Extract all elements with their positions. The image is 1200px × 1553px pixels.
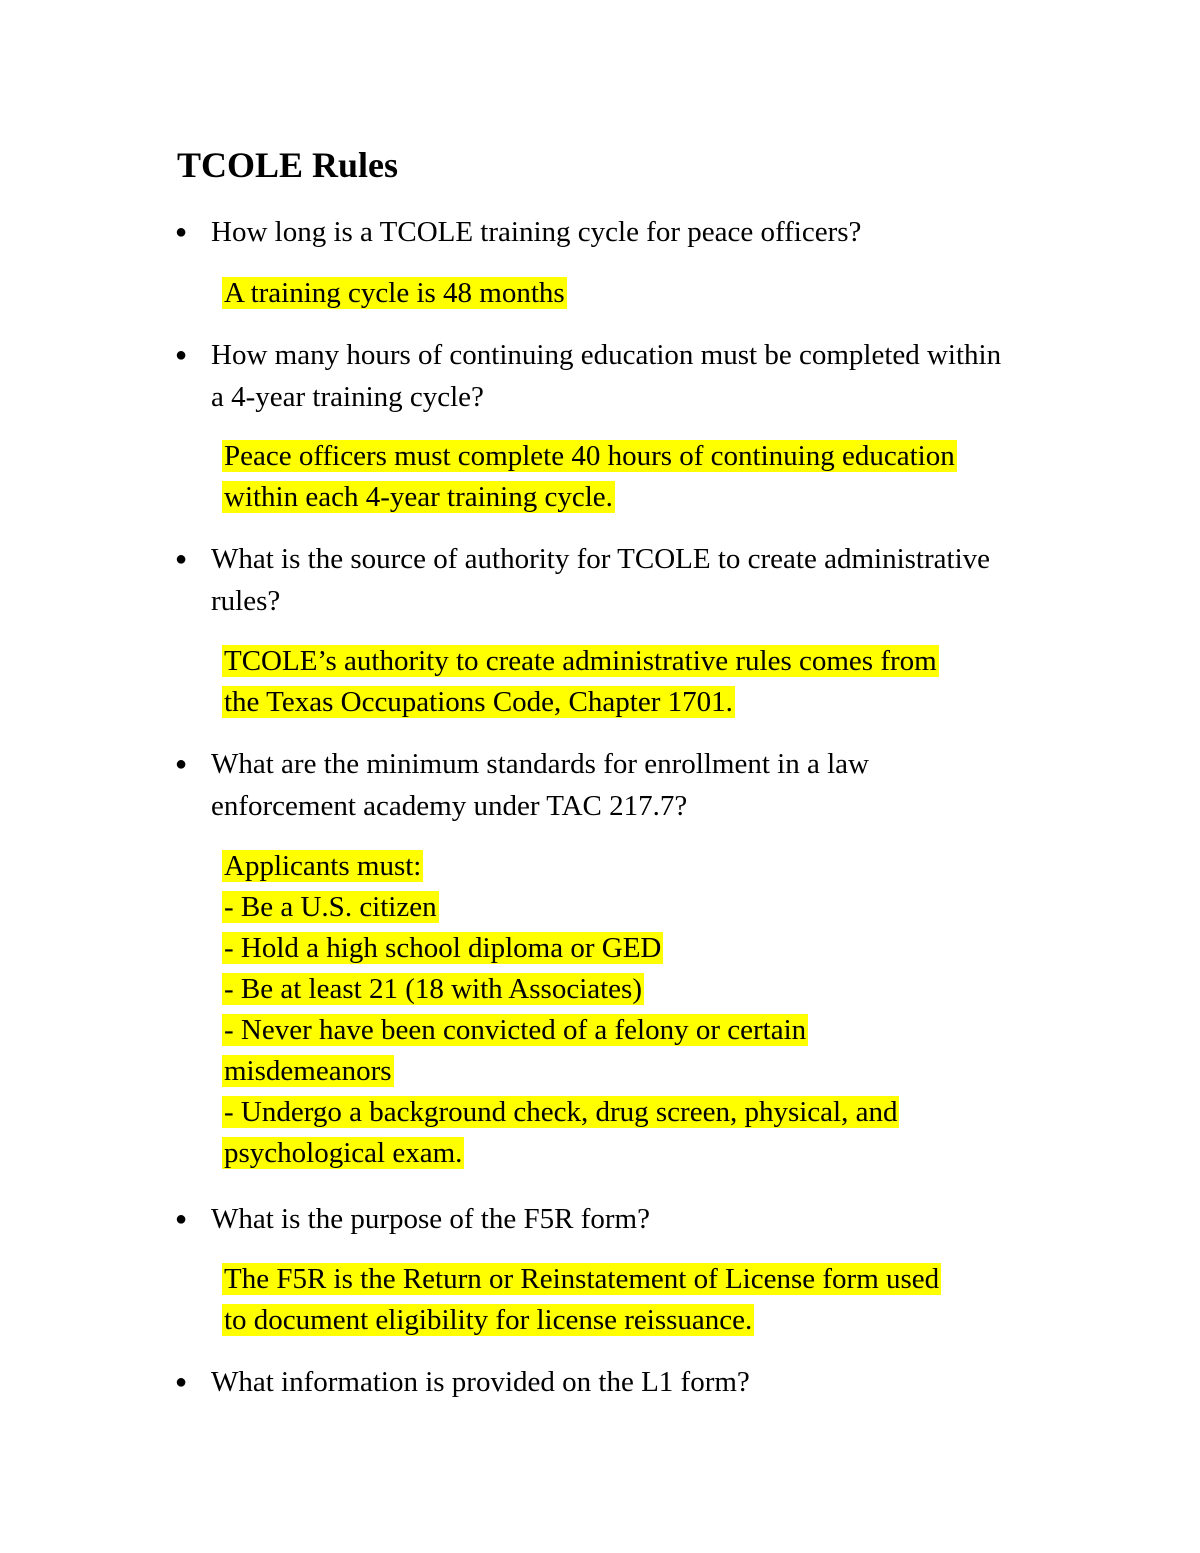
question-text: What is the purpose of the F5R form? xyxy=(211,1203,650,1235)
answer-line: Applicants must: xyxy=(224,850,422,882)
answer-line: - Undergo a background check, drug screen, physical, and xyxy=(224,1096,898,1128)
answer-line: The F5R is the Return or Reinstatement of License form used xyxy=(224,1263,940,1295)
question-3 xyxy=(175,538,1011,622)
bullet-icon: ● xyxy=(175,221,188,243)
answer-1 xyxy=(222,273,1032,314)
answer-line: misdemeanors xyxy=(224,1055,392,1087)
answer-line: within each 4-year training cycle. xyxy=(224,481,613,513)
answer-5 xyxy=(222,1259,1032,1341)
question-text: How many hours of continuing education must be completed within a 4-year training cycle? xyxy=(211,339,1002,413)
question-text: What information is provided on the L1 form? xyxy=(211,1366,750,1398)
question-5 xyxy=(175,1198,1011,1240)
answer-line: the Texas Occupations Code, Chapter 1701. xyxy=(224,686,733,718)
question-4 xyxy=(175,743,1011,827)
question-text: What are the minimum standards for enrollment in a law enforcement academy under TAC 217.7? xyxy=(211,748,869,822)
answer-3 xyxy=(222,641,1032,723)
bullet-icon: ● xyxy=(175,1371,188,1393)
bullet-icon: ● xyxy=(175,753,188,775)
question-text: What is the source of authority for TCOLE to create administrative rules? xyxy=(211,543,990,617)
answer-line: Peace officers must complete 40 hours of continuing education xyxy=(224,440,955,472)
question-text: How long is a TCOLE training cycle for peace officers? xyxy=(211,216,862,248)
question-6 xyxy=(175,1361,1011,1403)
answer-line: - Never have been convicted of a felony or certain xyxy=(224,1014,807,1046)
bullet-icon: ● xyxy=(175,548,188,570)
answer-line: - Be a U.S. citizen xyxy=(224,891,437,923)
answer-line: A training cycle is 48 months xyxy=(224,277,565,309)
answer-line: - Be at least 21 (18 with Associates) xyxy=(224,973,642,1005)
answer-line: psychological exam. xyxy=(224,1137,463,1169)
question-2 xyxy=(175,334,1011,418)
page-title: TCOLE Rules xyxy=(177,145,399,185)
answer-line: - Hold a high school diploma or GED xyxy=(224,932,662,964)
question-1 xyxy=(175,211,1011,253)
answer-line: to document eligibility for license reissuance. xyxy=(224,1304,753,1336)
answer-line: TCOLE’s authority to create administrative rules comes from xyxy=(224,645,937,677)
answer-2 xyxy=(222,436,1032,518)
answer-4 xyxy=(222,846,1032,1174)
bullet-icon: ● xyxy=(175,344,188,366)
bullet-icon: ● xyxy=(175,1208,188,1230)
